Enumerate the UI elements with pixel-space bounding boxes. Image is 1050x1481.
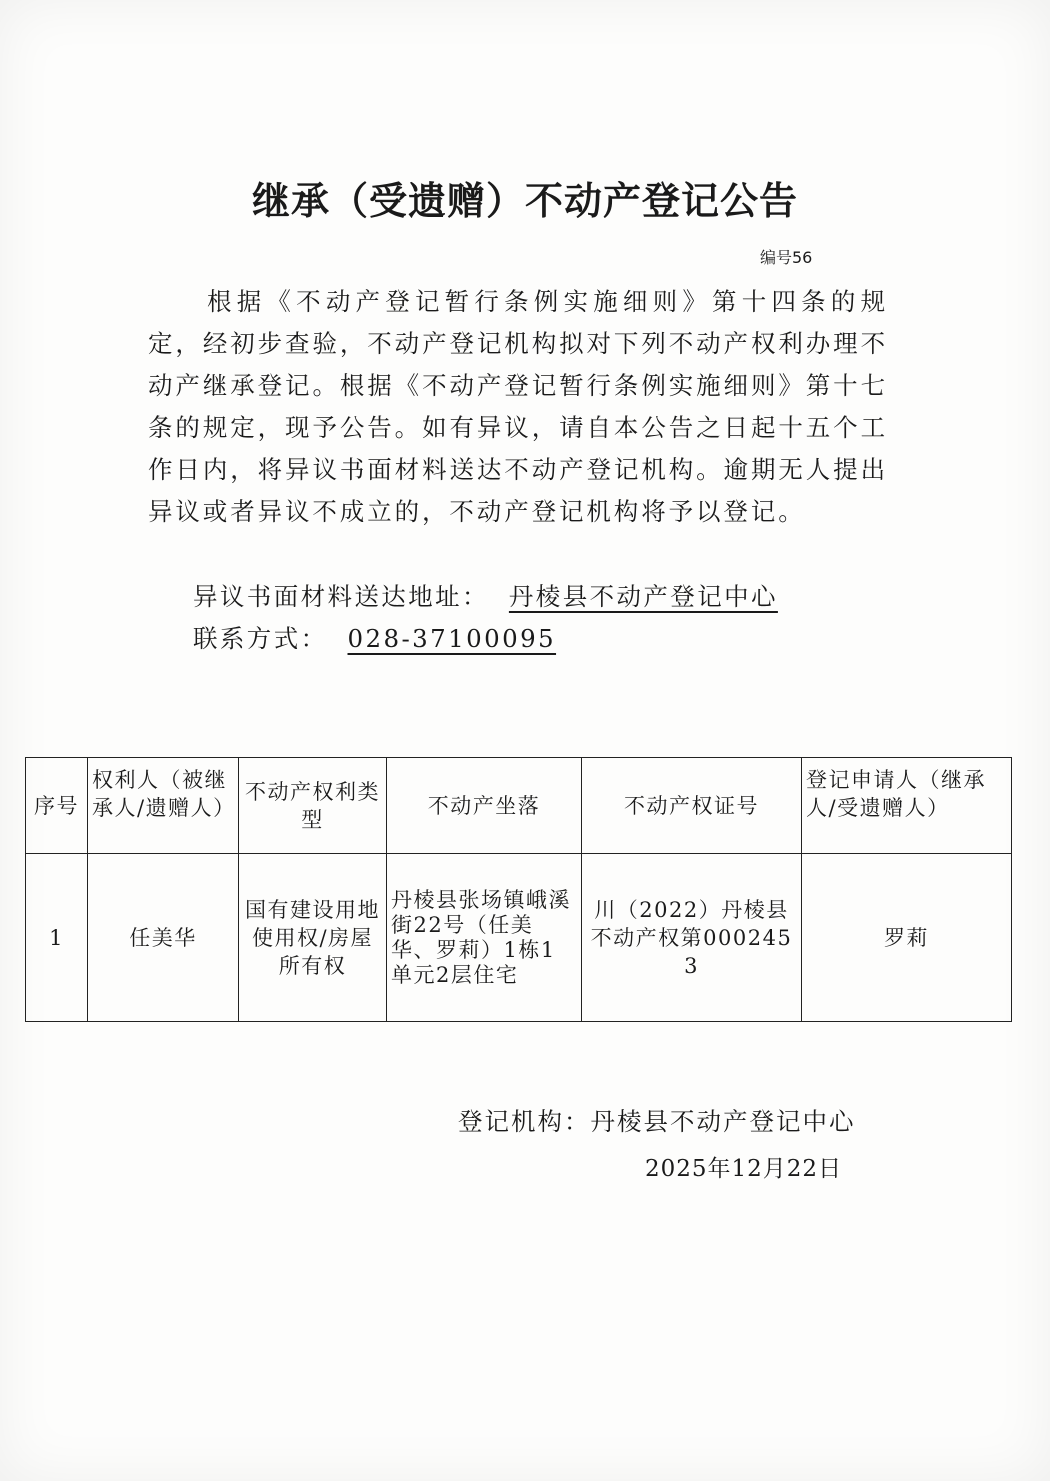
objection-address-value: 丹棱县不动产登记中心: [508, 582, 778, 611]
table-header-row: [26, 758, 1012, 854]
cell-applicant: 罗莉: [802, 854, 1012, 1022]
header-seq: 序号: [26, 758, 88, 854]
document-number: 编号56: [760, 248, 813, 267]
registration-table: [25, 757, 1012, 1022]
objection-address-label: 异议书面材料送达地址：: [193, 582, 489, 611]
header-applicant: 登记申请人（继承人/受遗赠人）: [802, 758, 1012, 854]
header-right-type: 不动产权利类型: [239, 758, 387, 854]
contact-line: [193, 620, 556, 655]
registration-agency: 登记机构：丹棱县不动产登记中心: [458, 1107, 856, 1136]
header-location: 不动产坐落: [387, 758, 582, 854]
cell-seq: 1: [26, 854, 88, 1022]
cell-cert-no: 川（2022）丹棱县不动产权第0002453: [582, 854, 802, 1022]
notice-body: 根据《不动产登记暂行条例实施细则》第十四条的规定，经初步查验，不动产登记机构拟对下列不动产权利办理不动产继承登记。根据《不动产登记暂行条例实施细则》第十七条的规定，现予公告。如有异议，请自本公告之日起十五个工作日内，将异议书面材料送达不动产登记机构。逾期无人提出异议或者异议不成立的，不动产登记机构将予以登记。: [148, 287, 888, 526]
cell-location: 丹棱县张场镇峨溪街22号（任美华、罗莉）1栋1单元2层住宅: [387, 854, 582, 1022]
header-holder: 权利人（被继承人/遗赠人）: [88, 758, 239, 854]
notice-date: 2025年12月22日: [645, 1156, 843, 1182]
header-cert-no: 不动产权证号: [582, 758, 802, 854]
cell-right-type: 国有建设用地使用权/房屋所有权: [239, 854, 387, 1022]
contact-label: 联系方式：: [193, 624, 328, 653]
contact-phone: 028-37100095: [347, 624, 557, 653]
notice-title: 继承（受遗赠）不动产登记公告: [251, 179, 798, 223]
objection-address-line: [193, 578, 778, 613]
table-row: [26, 854, 1012, 1022]
cell-holder: 任美华: [88, 854, 239, 1022]
